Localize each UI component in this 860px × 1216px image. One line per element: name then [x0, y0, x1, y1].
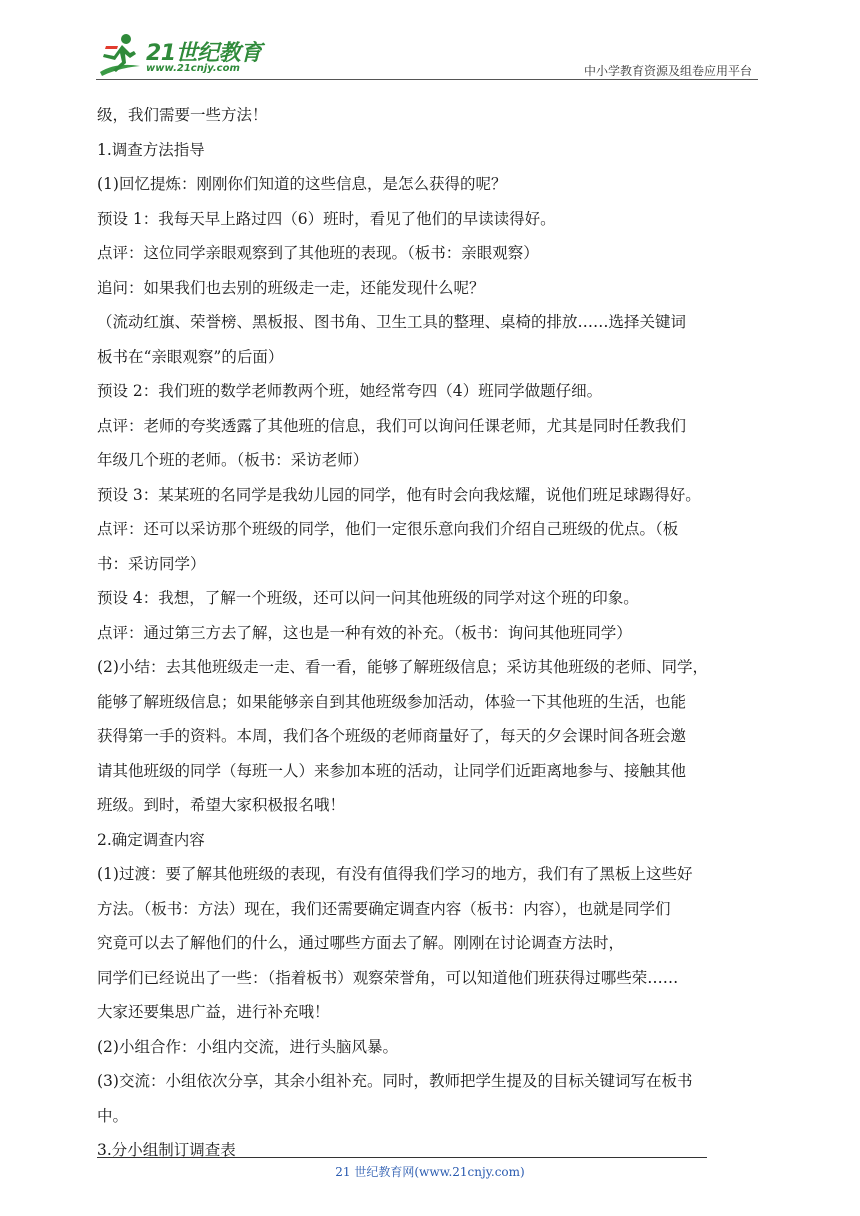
paragraph-line: 中。: [97, 1106, 129, 1125]
paragraph-line: 预设 3：某某班的名同学是我幼儿园的同学，他有时会向我炫耀，说他们班足球踢得好。: [97, 485, 701, 504]
paragraph-line: 班级。到时，希望大家积极报名哦！: [97, 796, 346, 814]
paragraph-line: (2)小结：去其他班级走一走、看一看，能够了解班级信息；采访其他班级的老师、同学，: [97, 658, 708, 676]
paragraph-line: （流动红旗、荣誉榜、黑板报、图书角、卫生工具的整理、桌椅的排放……选择关键词: [97, 313, 687, 331]
paragraph-line: (1)过渡：要了解其他班级的表现，有没有值得我们学习的地方，我们有了黑板上这些好: [97, 865, 693, 883]
paragraph-line: 1.调查方法指导: [97, 140, 205, 159]
paragraph-line: 预设 1：我每天早上路过四（6）班时，看见了他们的早读读得好。: [97, 209, 556, 228]
document-body: [97, 98, 763, 1168]
paragraph-line: 究竟可以去了解他们的什么，通过哪些方面去了解。刚刚在讨论调查方法时，: [97, 934, 625, 952]
paragraph-line: (1)回忆提炼：刚刚你们知道的这些信息，是怎么获得的呢？: [97, 175, 507, 193]
paragraph-line: 大家还要集思广益，进行补充哦！: [97, 1003, 330, 1021]
runner-logo-icon: [96, 32, 144, 78]
logo-text: 21世纪教育: [146, 41, 262, 66]
footer-source: 21 世纪教育网(www.21cnjy.com): [335, 1165, 525, 1179]
logo-url: www.21cnjy.com: [146, 63, 240, 74]
paragraph-line: 书：采访同学）: [97, 554, 206, 573]
paragraph-line: 预设 2：我们班的数学老师教两个班，她经常夸四（4）班同学做题仔细。: [97, 382, 603, 400]
paragraph-line: 请其他班级的同学（每班一人）来参加本班的活动，让同学们近距离地参与、接触其他: [97, 761, 687, 780]
header-platform-title: 中小学教育资源及组卷应用平台: [583, 64, 752, 78]
paragraph-line: 同学们已经说出了一些：（指着板书）观察荣誉角，可以知道他们班获得过哪些荣……: [97, 968, 679, 987]
paragraph-line: 板书在“亲眼观察”的后面）: [97, 347, 284, 366]
paragraph-line: 点评：这位同学亲眼观察到了其他班的表现。（板书：亲眼观察）: [97, 244, 539, 262]
paragraph-line: 获得第一手的资料。本周，我们各个班级的老师商量好了，每天的夕会课时间各班会邀: [97, 727, 687, 745]
paragraph-line: 预设 4：我想，了解一个班级，还可以问一问其他班级的同学对这个班的印象。: [97, 589, 639, 607]
paragraph-line: 2.确定调查内容: [97, 830, 205, 849]
paragraph-line: 点评：老师的夸奖透露了其他班的信息，我们可以询问任课老师，尤其是同时任教我们: [97, 416, 687, 435]
paragraph-line: (2)小组合作：小组内交流，进行头脑风暴。: [97, 1037, 398, 1056]
page-header: [96, 30, 760, 80]
paragraph-line: 能够了解班级信息；如果能够亲自到其他班级参加活动，体验一下其他班的生活，也能: [97, 692, 687, 711]
logo: [96, 30, 266, 78]
footer-divider: [97, 1157, 707, 1158]
paragraph-line: 方法。（板书：方法）现在，我们还需要确定调查内容（板书：内容），也就是同学们: [97, 899, 671, 918]
paragraph-line: 3.分小组制订调查表: [97, 1141, 236, 1159]
paragraph-line: 追问：如果我们也去别的班级走一走，还能发现什么呢？: [97, 278, 485, 297]
paragraph-line: (3)交流：小组依次分享，其余小组补充。同时，教师把学生提及的目标关键词写在板书: [97, 1072, 693, 1090]
header-divider: [96, 79, 758, 80]
paragraph-line: 点评：通过第三方去了解，这也是一种有效的补充。（板书：询问其他班同学）: [97, 623, 632, 642]
paragraph-line: 年级几个班的老师。（板书：采访老师）: [97, 451, 369, 469]
paragraph-line: 级，我们需要一些方法！: [97, 106, 268, 124]
paragraph-line: 点评：还可以采访那个班级的同学，他们一定很乐意向我们介绍自己班级的优点。（板: [97, 520, 679, 538]
